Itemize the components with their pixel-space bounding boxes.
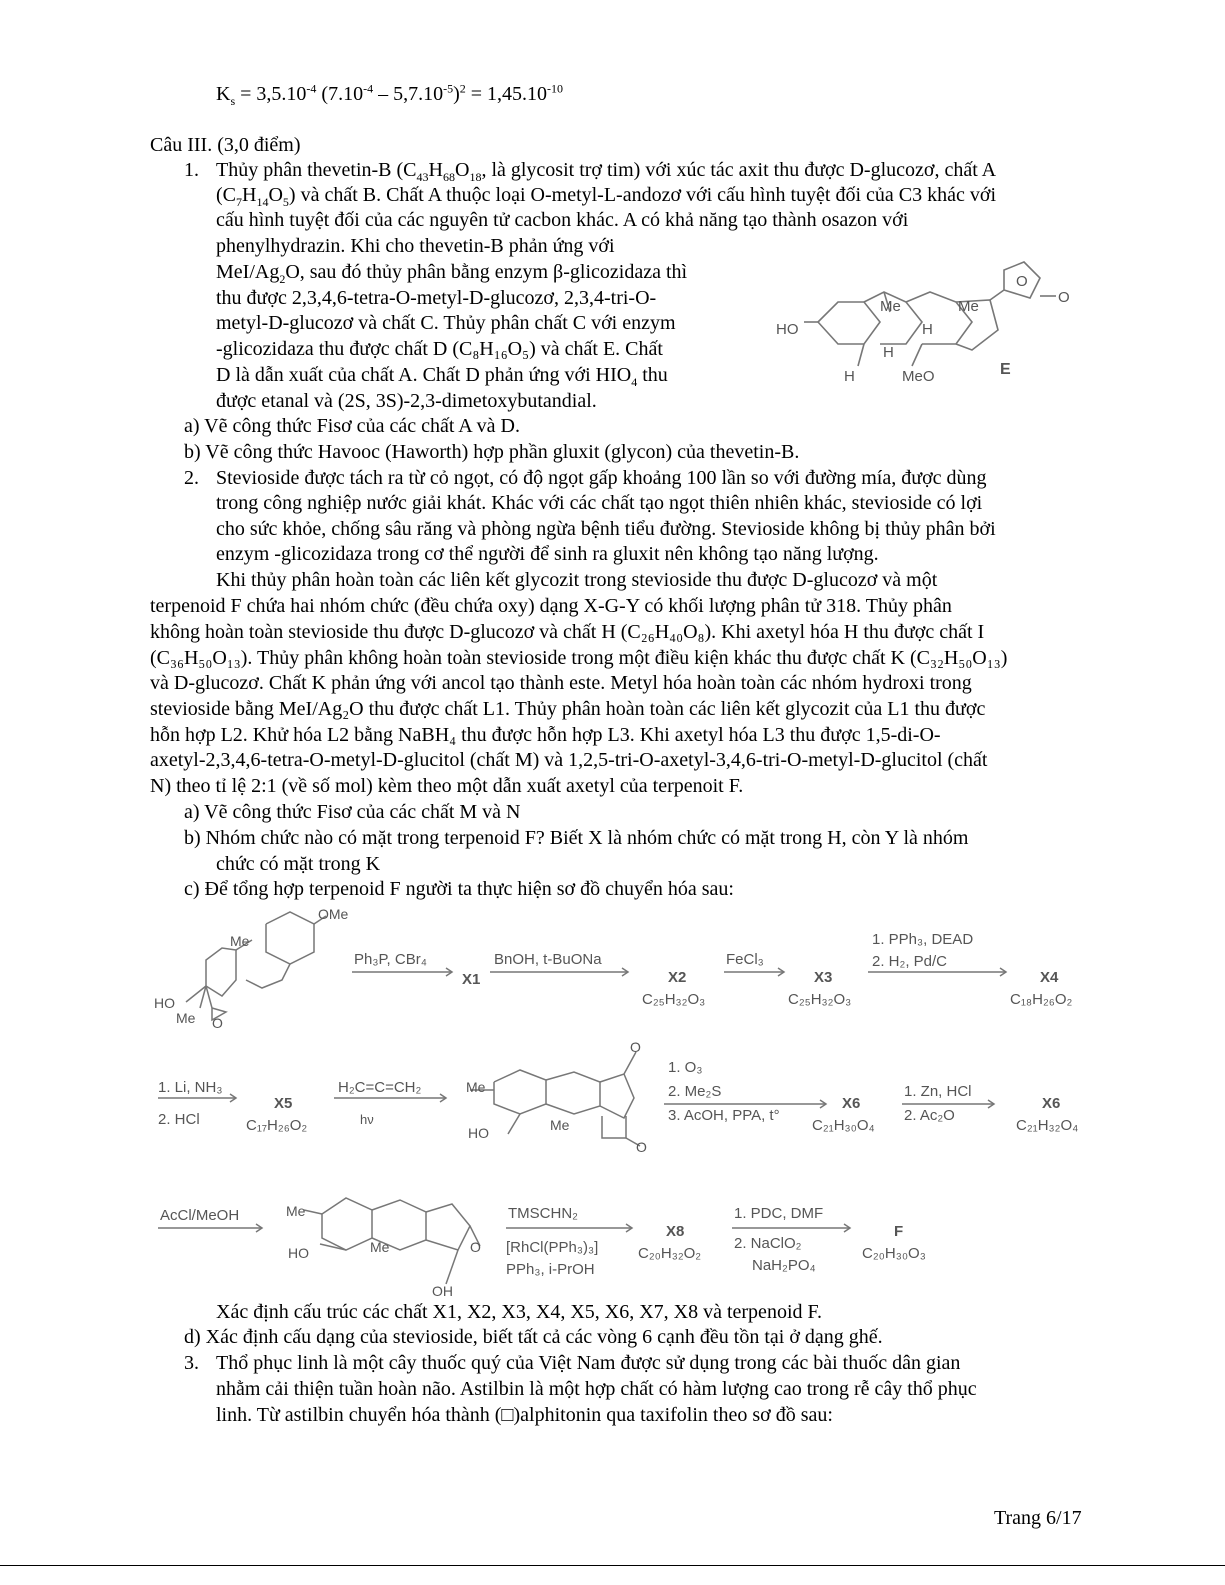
reagent: 1. Zn, HCl: [904, 1083, 972, 1100]
q1-line: MeI/$Ag_2O$, sau đó thủy phân bằng enzym β-glicozidaza thì: [216, 261, 688, 286]
mol-me: Me: [286, 1203, 306, 1219]
steroid-me: Me: [880, 298, 901, 315]
steroid-h: H: [922, 321, 933, 338]
steroid-label: E: [1000, 361, 1011, 378]
q2-part-c: c) Để tổng hợp terpenoid F người ta thực hiện sơ đồ chuyển hóa sau:: [184, 878, 734, 900]
reagent: [RhCl(PPh₃)₃]: [506, 1239, 599, 1256]
q1-line: phenylhydrazin. Khi cho thevetin-B phản ứng với: [216, 235, 615, 257]
q2-line: Stevioside được tách ra từ cỏ ngọt, có độ ngọt gấp khoảng 100 lần so với đường mía, được dùng: [216, 467, 987, 489]
steroid-me: Me: [958, 298, 979, 315]
reagent: 2. Ac₂O: [904, 1107, 955, 1124]
q2-part-b: b) Nhóm chức nào có mặt trong terpenoid F? Biết X là nhóm chức có mặt trong H, còn Y là nhóm: [184, 827, 969, 849]
sm-me: Me: [230, 933, 250, 949]
reagent: NaH₂PO₄: [752, 1257, 816, 1274]
q2-line: trong công nghiệp nước giải khát. Khác với các chất tạo ngọt thiên nhiên khác, stevioside có lợi: [216, 492, 983, 514]
formula-x5: C₁₇H₂₆O₂: [246, 1117, 308, 1134]
reagent: PPh₃, i-PrOH: [506, 1261, 595, 1278]
reagent: hν: [360, 1112, 374, 1127]
compound-x3: X3: [814, 969, 833, 986]
sm-ome: OMe: [318, 906, 349, 922]
steroid-h: H: [883, 344, 894, 361]
q2-line: Khi thủy phân hoàn toàn các liên kết glycozit trong stevioside thu được D-glucozơ và một: [216, 569, 938, 591]
q1-line: Thủy phân thevetin-B ($C_{43}H_{68}O_{18}$, là glycosit trợ tim) với xúc tác axit thu được D-glucozơ, chất A: [216, 159, 997, 184]
mol-o: O: [630, 1039, 641, 1055]
reagent: TMSCHN₂: [508, 1205, 578, 1222]
q2-line: terpenoid F chứa hai nhóm chức (đều chứa oxy) dạng X-G-Y có khối lượng phân tử 318. Thủy phân: [150, 595, 952, 617]
q1-line: metyl-D-glucozơ và chất C. Thủy phân chất C với enzym: [216, 312, 676, 334]
compound-x2: X2: [668, 969, 687, 986]
q1-part-a: a) Vẽ công thức Fisơ của các chất A và D.: [184, 415, 520, 437]
formula-x7: C₂₁H₃₂O₄: [1016, 1117, 1079, 1134]
q2-line: không hoàn toàn stevioside thu được D-glucozơ và chất H (C₂₆H₄₀O₈). Khi axetyl hóa H thu được chất I: [150, 621, 985, 643]
sm-me: Me: [176, 1010, 196, 1026]
mol-me: Me: [466, 1079, 486, 1095]
compound-x4: X4: [1040, 969, 1059, 986]
reagent: 2. NaClO₂: [734, 1235, 802, 1252]
mol-ho: HO: [468, 1125, 489, 1141]
sm-ho: HO: [154, 995, 175, 1011]
formula-x2: C₂₅H₃₂O₃: [642, 991, 706, 1008]
q2-line: axetyl-2,3,4,6-tetra-O-metyl-D-glucitol (chất M) và 1,2,5-tri-O-axetyl-3,4,6-tri-O-metyl-D-glucitol (chất: [150, 749, 988, 771]
formula-f: C₂₀H₃₀O₃: [862, 1245, 926, 1262]
mol-me: Me: [370, 1239, 390, 1255]
compound-x5: X5: [274, 1095, 293, 1112]
section-title: Câu III. (3,0 điểm): [150, 134, 301, 156]
q2-tail: Xác định cấu trúc các chất X1, X2, X3, X4, X5, X6, X7, X8 và terpenoid F.: [216, 1301, 823, 1323]
q2-number: 2.: [184, 467, 199, 489]
q1-line: $(C_7H_{14}O_5)$ và chất B. Chất A thuộc loại O-metyl-L-andozơ với cấu hình tuyệt đối của C3 khác với: [216, 184, 997, 209]
q2-line: N) theo tỉ lệ 2:1 (về số mol) kèm theo một dẫn xuất axetyl của terpenoit F.: [150, 775, 744, 797]
q2-part-a: a) Vẽ công thức Fisơ của các chất M và N: [184, 801, 521, 823]
header-formula: $K_s = 3,5.10^{-4}$ $(7.10^{-4} - 5,7.10^{-5})^2 = 1,45.10^{-10}$: [216, 81, 564, 108]
formula-x8: C₂₀H₃₂O₂: [638, 1245, 702, 1262]
formula-x3: C₂₅H₃₂O₃: [788, 991, 852, 1008]
q2-line: hỗn hợp L2. Khử hóa L2 bằng NaBH₄ thu được hỗn hợp L3. Khi axetyl hóa L3 thu được 1,5-di-O-: [150, 724, 941, 746]
q1-line: -glicozidaza thu được chất D (C₈H₁₆O₅) và chất E. Chất: [216, 338, 663, 360]
reagent: 1. PDC, DMF: [734, 1205, 824, 1222]
q2-line: enzym -glicozidaza trong cơ thể người để sinh ra gluxit nên không tạo năng lượng.: [216, 543, 879, 565]
q1-line: cấu hình tuyệt đối của các nguyên tử cacbon khác. A có khả năng tạo thành osazon với: [216, 209, 909, 231]
reagent: 3. AcOH, PPA, t°: [668, 1107, 780, 1124]
mol-ho: HO: [288, 1245, 309, 1261]
compound-f: F: [894, 1223, 904, 1240]
q1-number: 1.: [184, 159, 199, 181]
q3-line: nhằm cải thiện tuần hoàn não. Astilbin là một hợp chất có hàm lượng cao trong rễ cây thổ phục: [216, 1378, 977, 1400]
q2-line: và D-glucozơ. Chất K phản ứng với ancol tạo thành este. Metyl hóa hoàn toàn các nhóm hydroxi trong: [150, 672, 972, 694]
q2-line: (C₃₆H₅₀O₁₃). Thủy phân không hoàn toàn stevioside trong một điều kiện khác thu được chất K (C₃₂H₅₀O₁₃): [150, 647, 1008, 669]
compound-x7: X6: [1042, 1095, 1061, 1112]
reagent: FeCl₃: [726, 951, 764, 968]
formula-x6: C₂₁H₃₀O₄: [812, 1117, 875, 1134]
reagent: 1. PPh₃, DEAD: [872, 931, 974, 948]
reagent: BnOH, t-BuONa: [494, 951, 602, 968]
q3-number: 3.: [184, 1352, 199, 1374]
mol-oh: OH: [432, 1283, 453, 1299]
reagent: 1. O₃: [668, 1059, 703, 1076]
compound-x1: X1: [462, 971, 481, 988]
q1-part-b: b) Vẽ công thức Havooc (Haworth) hợp phần gluxit (glycon) của thevetin-B.: [184, 441, 800, 463]
reagent: Ph₃P, CBr₄: [354, 951, 427, 968]
q3-line: linh. Từ astilbin chuyển hóa thành (□)alphitonin qua taxifolin theo sơ đồ sau:: [216, 1404, 833, 1426]
reagent: 2. HCl: [158, 1111, 200, 1128]
q2-line: cho sức khỏe, chống sâu răng và phòng ngừa bệnh tiểu đường. Stevioside không bị thủy phân bởi: [216, 518, 996, 540]
q2-part-d: d) Xác định cấu dạng của stevioside, biết tất cả các vòng 6 cạnh đều tồn tại ở dạng ghế.: [184, 1326, 883, 1348]
q1-line: được etanal và (2S, 3S)-2,3-dimetoxybutandial.: [216, 390, 597, 412]
formula-x4: C₁₈H₂₆O₂: [1010, 991, 1073, 1008]
reagent: H₂C=C=CH₂: [338, 1079, 422, 1096]
page-number: Trang 6/17: [994, 1507, 1082, 1529]
compound-x6: X6: [842, 1095, 861, 1112]
q1-line: D là dẫn xuất của chất A. Chất D phản ứng với $HIO_4$ thu: [216, 364, 668, 389]
steroid-o: O: [1058, 289, 1070, 306]
reagent: 1. Li, NH₃: [158, 1079, 223, 1096]
reagent: 2. H₂, Pd/C: [872, 953, 948, 970]
q2-line: stevioside bằng MeI/Ag₂O thu được chất L1. Thủy phân hoàn toàn các liên kết glycozit của L1 thu được: [150, 698, 986, 720]
steroid-o: O: [1016, 273, 1028, 290]
steroid-h: H: [844, 368, 855, 385]
sm-o: O: [212, 1015, 223, 1031]
q2-part-b: chức có mặt trong K: [216, 853, 381, 875]
mol-me: Me: [550, 1117, 570, 1133]
mol-o: O: [636, 1139, 647, 1155]
bottom-rule: [0, 1565, 1225, 1566]
mol-o: O: [470, 1239, 481, 1255]
reagent: AcCl/MeOH: [160, 1207, 240, 1224]
reagent: 2. Me₂S: [668, 1083, 722, 1100]
compound-x8: X8: [666, 1223, 685, 1240]
q1-line: thu được 2,3,4,6-tetra-O-metyl-D-glucozơ, 2,3,4-tri-O-: [216, 287, 657, 309]
steroid-ho: HO: [776, 321, 799, 338]
q3-line: Thổ phục linh là một cây thuốc quý của Việt Nam được sử dụng trong các bài thuốc dân gian: [216, 1352, 961, 1374]
steroid-meo: MeO: [902, 368, 935, 385]
